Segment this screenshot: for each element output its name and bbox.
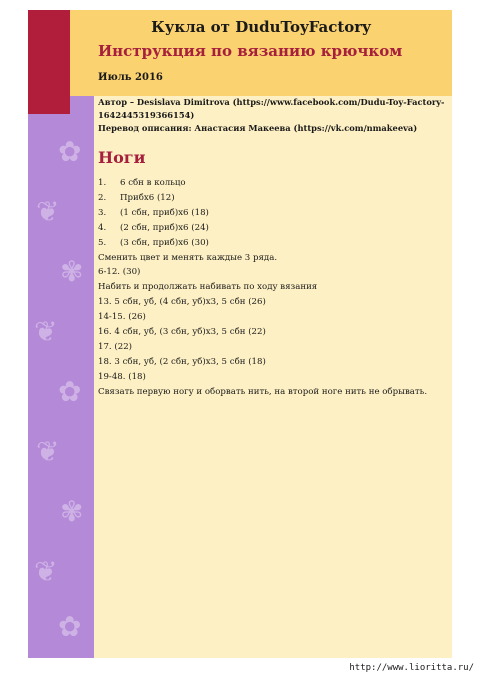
instruction-row: Набить и продолжать набивать по ходу вязания: [98, 282, 318, 293]
document-date: Июль 2016: [98, 72, 163, 83]
list-item-text: Прибх6 (12): [120, 192, 175, 203]
list-item-text: 6 сбн в кольцо: [120, 178, 186, 188]
instruction-row: Сменить цвет и менять каждые 3 ряда.: [98, 252, 278, 263]
section-heading: Ноги: [98, 148, 146, 167]
decorative-sidebar: [28, 48, 94, 658]
list-item-text: (1 сбн, приб)х6 (18): [120, 207, 209, 218]
decorative-red-block: [28, 10, 70, 114]
list-item-number: 3.: [98, 207, 107, 218]
floral-ornament-icon: ✿: [58, 135, 82, 168]
instruction-row: 14-15. (26): [98, 312, 146, 323]
floral-ornament-icon: ✾: [60, 255, 84, 288]
instruction-row: Связать первую ногу и оборвать нить, на второй ноге нить не обрывать.: [98, 386, 428, 397]
list-item-text: (2 сбн, приб)х6 (24): [120, 222, 209, 233]
instruction-row: 19-48. (18): [98, 371, 146, 382]
footer-url: http://www.lioritta.ru/: [349, 663, 474, 673]
list-item-number: 4.: [98, 222, 107, 233]
instruction-row: 16. 4 сбн, уб, (3 сбн, уб)х3, 5 сбн (22): [98, 327, 266, 338]
document-subtitle: Инструкция по вязанию крючком: [98, 42, 403, 60]
credits-block: [98, 96, 448, 135]
instruction-row: 6-12. (30): [98, 267, 141, 278]
list-item: [98, 236, 448, 251]
list-item-number: 2.: [98, 192, 107, 203]
instruction-list: [98, 176, 448, 400]
list-item: [98, 191, 448, 206]
floral-ornament-icon: ✿: [58, 610, 82, 643]
list-item: [98, 176, 448, 191]
floral-ornament-icon: ❦: [34, 315, 58, 348]
list-item-number: 1.: [98, 178, 107, 188]
list-item-text: (3 сбн, приб)х6 (30): [120, 237, 209, 248]
list-item: [98, 206, 448, 221]
translation-line: Перевод описания: Анастасия Макеева (https://vk.com/nmakeeva): [98, 123, 418, 133]
instruction-row: 17. (22): [98, 341, 133, 352]
list-item-number: 5.: [98, 237, 107, 248]
author-line: Автор – Desislava Dimitrova (https://www.facebook.com/Dudu-Toy-Factory-: [98, 97, 445, 107]
document-title: Кукла от DuduToyFactory: [151, 18, 371, 36]
instruction-row: 13. 5 сбн, уб, (4 сбн, уб)х3, 5 сбн (26): [98, 297, 266, 308]
author-line-continued: 1642445319366154): [98, 110, 195, 120]
floral-ornament-icon: ✾: [60, 495, 84, 528]
floral-ornament-icon: ❦: [34, 555, 58, 588]
floral-ornament-icon: ❦: [36, 435, 60, 468]
instruction-row: 18. 3 сбн, уб, (2 сбн, уб)х3, 5 сбн (18): [98, 356, 266, 367]
floral-ornament-icon: ✿: [58, 375, 82, 408]
list-item: [98, 221, 448, 236]
floral-ornament-icon: ❦: [36, 195, 60, 228]
